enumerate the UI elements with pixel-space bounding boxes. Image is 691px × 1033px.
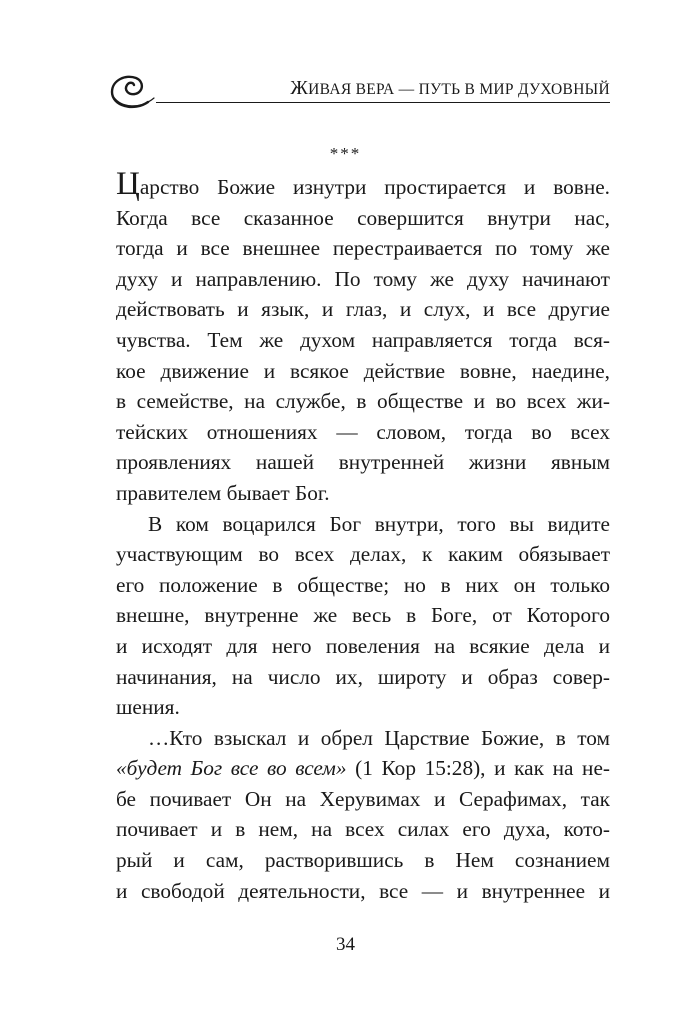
paragraph-line bbox=[116, 753, 610, 784]
scripture-quote: «будет Бог все во всем» bbox=[116, 756, 347, 781]
paragraph-line: Когда все сказанное совершится внутри нас, bbox=[116, 205, 610, 230]
paragraph-line: …Кто взыскал и обрел Царствие Божие, в том bbox=[148, 725, 610, 750]
swirl-ornament-icon bbox=[108, 68, 160, 112]
paragraph-line: кое движение и всякое действие вовне, наедине, bbox=[116, 358, 610, 383]
paragraph-line: действовать и язык, и глаз, и слух, и все другие bbox=[116, 297, 610, 322]
paragraph-line: и свободой деятельности, все — и внутреннее и bbox=[116, 878, 610, 903]
paragraph-line: начинания, на число их, широту и образ совер- bbox=[116, 664, 610, 689]
line-text: арство Божие изнутри простирается и вовне. bbox=[139, 175, 610, 199]
section-separator: *** bbox=[329, 144, 362, 163]
paragraph-line: шения. bbox=[116, 695, 180, 720]
running-title: ЖИВАЯ ВЕРА — ПУТЬ В МИР ДУХОВНЫЙ bbox=[290, 78, 610, 99]
paragraph-line: внешне, внутренне же весь в Боге, от Которого bbox=[116, 603, 610, 628]
paragraph-line: и исходят для него повеления на всякие дела и bbox=[116, 633, 610, 658]
paragraph-line: проявлениях нашей внутренней жизни явным bbox=[116, 450, 610, 475]
line-text: (1 Кор 15:28), и как на не- bbox=[346, 756, 610, 781]
paragraph-line: чувства. Тем же духом направляется тогда вся- bbox=[116, 327, 610, 352]
paragraph-line: почивает и в нем, на всех силах его духа, кото- bbox=[116, 817, 610, 842]
page-header bbox=[116, 70, 610, 110]
paragraph-line: бе почивает Он на Херувимах и Серафимах, так bbox=[116, 786, 610, 811]
paragraph-line: тогда и все внешнее перестраивается по тому же bbox=[116, 236, 610, 261]
body-text bbox=[116, 166, 610, 906]
paragraph-line: его положение в обществе; но в них он только bbox=[116, 572, 610, 597]
paragraph-line: участвующим во всех делах, к каким обязывает bbox=[116, 542, 610, 567]
paragraph-line: тейских отношениях — словом, тогда во всех bbox=[116, 419, 610, 444]
paragraph-line: в семействе, на службе, в обществе и во всех жи- bbox=[116, 389, 610, 414]
paragraph-line: В ком воцарился Бог внутри, того вы видите bbox=[148, 511, 610, 536]
paragraph-line: духу и направлению. По тому же духу начинают bbox=[116, 266, 610, 291]
paragraph-line bbox=[116, 166, 610, 203]
header-rule bbox=[156, 102, 610, 103]
paragraph-line: рый и сам, растворившись в Нем сознанием bbox=[116, 848, 610, 873]
drop-cap: Ц bbox=[116, 166, 140, 202]
page-number: 34 bbox=[336, 934, 355, 955]
paragraph-line: правителем бывает Бог. bbox=[116, 480, 330, 505]
